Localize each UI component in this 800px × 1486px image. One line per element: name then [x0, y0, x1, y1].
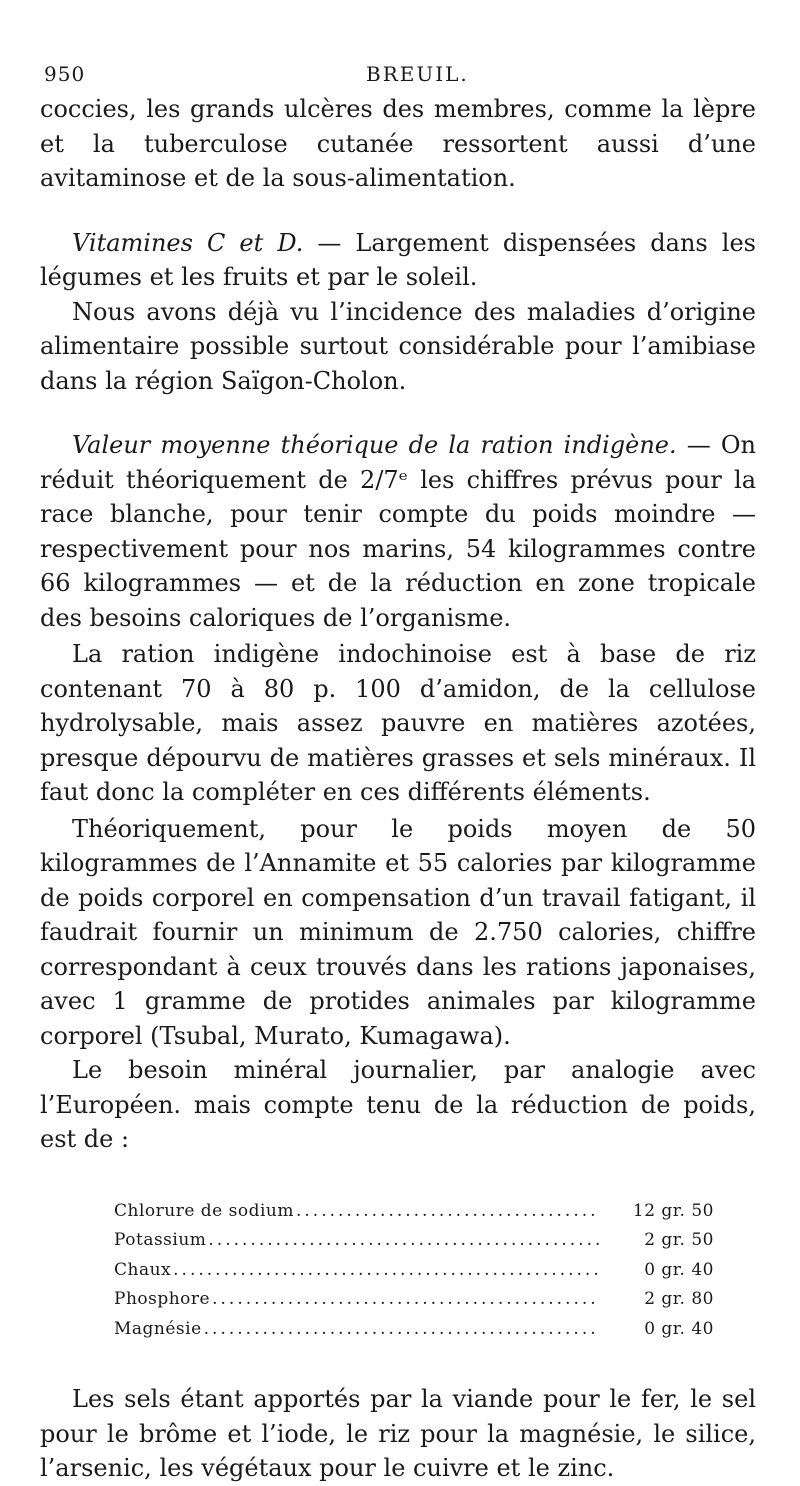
mineral-name: Chaux [114, 1259, 172, 1280]
mineral-quantity: 2 gr. 50 [644, 1230, 714, 1250]
running-title: BREUIL. [366, 62, 469, 86]
mineral-quantity: 0 gr. 40 [644, 1259, 714, 1280]
minerals-row [114, 1197, 714, 1227]
page-number: 950 [44, 62, 86, 86]
mineral-name: Phosphore [114, 1289, 211, 1309]
leader-dots [212, 1285, 600, 1315]
mineral-quantity: 12 gr. 50 [632, 1200, 714, 1221]
document-page [40, 52, 756, 1486]
minerals-row [114, 1285, 714, 1315]
minerals-row [114, 1226, 714, 1256]
mineral-name: Chlorure de sodium [114, 1200, 294, 1221]
vitamins-heading: Vitamines C et D. [72, 228, 304, 257]
leader-dots [204, 1315, 600, 1345]
minerals-row [114, 1315, 714, 1345]
ration-text: — On réduit théoriquement de 2/7ᵉ les chiffres prévus pour la race blanche, pour tenir compte du poids moindre — respectivement pour nos marins, 54 kilogrammes contre 66 kilogrammes — et de la réduction en zone tropicale des besoins caloriques de l’organisme. [40, 431, 756, 632]
paragraph-ration-calories: Théoriquement, pour le poids moyen de 50 kilogrammes de l’Annamite et 55 calories par kilogramme de poids corporel en compensation d’un travail fatigant, il faudrait fournir un minimum de 2.750 calories, chiffre correspondant à ceux trouvés dans les rations japonaises, avec 1 gramme de protides animales par kilogramme corporel (Tsubal, Murato, Kumagawa). [40, 814, 756, 1050]
mineral-name: Potassium [114, 1230, 207, 1250]
paragraph-closing: Les sels étant apportés par la viande pour le fer, le sel pour le brôme et l’iode, le riz pour la magnésie, le silice, l’arsenic, les végétaux pour le cuivre et le zinc. [40, 1385, 756, 1482]
vitamins-text: — Largement dispensées dans les légumes et les fruits et par le soleil. [40, 228, 756, 291]
paragraph-ration [40, 428, 756, 635]
mineral-quantity: 0 gr. 40 [644, 1318, 714, 1339]
paragraph-continuation: coccies, les grands ulcères des membres, comme la lèpre et la tuberculose cutanée ressortent aussi d’une avitaminose et de la sous-alimentation. [40, 95, 756, 192]
ration-heading: Valeur moyenne théorique de la ration indigène. [72, 431, 677, 459]
paragraph-ration-rice: La ration indigène indochinoise est à base de riz contenant 70 à 80 p. 100 d’amidon, de la cellulose hydrolysable, mais assez pauvre en matières azotées, presque dépourvu de matières grasses et sels minéraux. Il faut donc la compléter en ces différents éléments. [40, 640, 756, 806]
running-head [40, 52, 756, 92]
minerals-table [114, 1197, 714, 1345]
leader-dots [173, 1256, 600, 1286]
mineral-quantity: 2 gr. 80 [644, 1289, 714, 1309]
paragraph-ration-minerals: Le besoin minéral journalier, par analogie avec l’Européen. mais compte tenu de la réduction de poids, est de : [40, 1056, 756, 1153]
leader-dots [296, 1197, 600, 1227]
minerals-row [114, 1256, 714, 1286]
paragraph-vitamins-note: Nous avons déjà vu l’incidence des maladies d’origine alimentaire possible surtout considérable pour l’amibiase dans la région Saïgon-Cholon. [40, 297, 756, 395]
leader-dots [208, 1226, 600, 1256]
paragraph-vitamins [40, 226, 756, 295]
mineral-name: Magnésie [114, 1318, 202, 1339]
